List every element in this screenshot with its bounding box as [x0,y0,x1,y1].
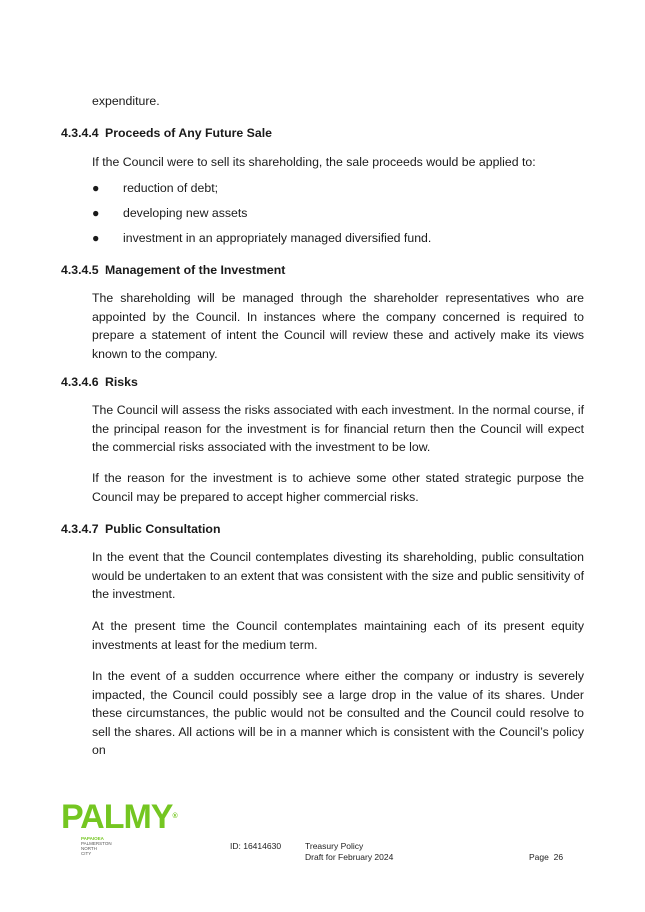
document-subtitle: Draft for February 2024 [305,852,394,862]
section-number: 4.3.4.4 [61,126,99,140]
section-heading-4-3-4-6 [61,374,138,390]
section-title: Proceeds of Any Future Sale [105,126,272,140]
section-title: Public Consultation [105,522,221,536]
bullet-icon: ● [92,231,100,245]
logo-subtitle: PAPAIOEA PALMERSTON NORTH CITY [81,836,112,856]
document-title: Treasury Policy [305,841,364,851]
logo-wordmark: PALMY® [61,798,177,836]
section-number: 4.3.4.6 [61,375,99,389]
bullet-item: ● investment in an appropriately managed diversified fund. [92,231,432,245]
bullet-icon: ● [92,181,100,195]
section-title: Risks [105,375,138,389]
paragraph: In the event that the Council contemplates divesting its shareholding, public consultation would be undertaken to an extent that was consistent with the size and public sensitivity of the investment. [92,550,584,601]
section-number: 4.3.4.7 [61,522,99,536]
document-id: ID: 16414630 [230,841,282,851]
section-number: 4.3.4.5 [61,263,99,277]
bullet-item: ● reduction of debt; [92,181,219,195]
intro-fragment: expenditure. [92,94,160,108]
bullet-icon: ● [92,206,100,220]
section-heading-4-3-4-4 [61,125,272,141]
paragraph: The Council will assess the risks associated with each investment. In the normal course, if the principal reason for the investment is for financial return then the Council will expect the commercial risks associated with the investment to be low. [92,403,584,454]
paragraph: If the reason for the investment is to achieve some other stated strategic purpose the Council may be prepared to accept higher commercial risks. [92,471,584,504]
page-number: Page 26 [529,852,564,862]
palmy-logo [61,800,177,856]
paragraph: The shareholding will be managed through the shareholder representatives who are appointed by the Council. In instances where the company concerned is required to prepare a statement of intent the Council will review these and actively make its views known to the company. [92,291,584,361]
paragraph: In the event of a sudden occurrence where either the company or industry is severely impacted, the Council could possibly see a large drop in the value of its shares. Under these circumstances, the public would not be consulted and the Council could resolve to sell the shares. All actions will be in a manner which is consistent with the Council’s policy on [92,669,584,757]
section-title: Management of the Investment [105,263,286,277]
paragraph: If the Council were to sell its shareholding, the sale proceeds would be applied to: [92,155,536,169]
bullet-item: ● developing new assets [92,206,248,220]
section-heading-4-3-4-7 [61,521,220,537]
registered-icon: ® [172,813,177,820]
section-heading-4-3-4-5 [61,262,285,278]
paragraph: At the present time the Council contemplates maintaining each of its present equity investments at least for the medium term. [92,619,584,652]
